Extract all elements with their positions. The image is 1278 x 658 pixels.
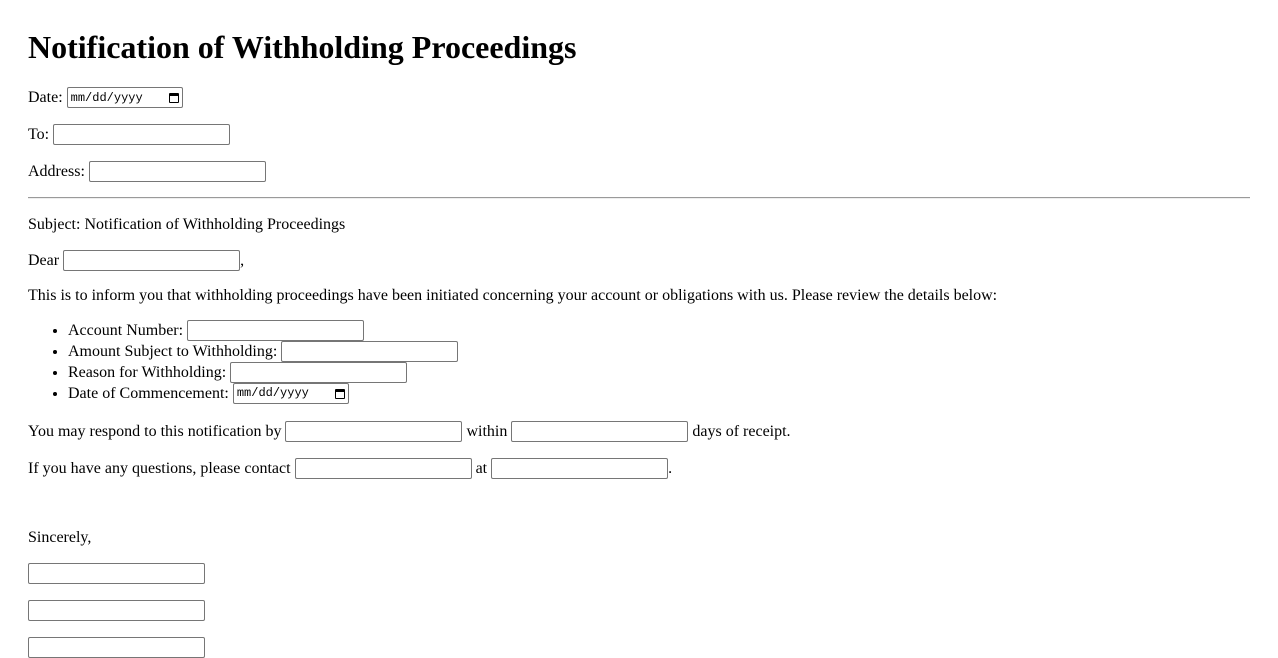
- to-row: [28, 124, 234, 145]
- subject-text: Subject: Notification of Withholding Proceedings: [28, 216, 346, 233]
- contact-period: .: [668, 459, 673, 477]
- contact-prefix: If you have any questions, please contact: [28, 459, 291, 477]
- recipient-name-input[interactable]: [63, 250, 240, 271]
- calendar-icon[interactable]: [335, 389, 345, 399]
- date-input[interactable]: [67, 87, 183, 108]
- calendar-icon[interactable]: [169, 93, 179, 103]
- response-prefix: You may respond to this notification by: [28, 422, 282, 440]
- response-within: within: [466, 422, 508, 440]
- to-input[interactable]: [53, 124, 230, 145]
- address-row: [28, 161, 270, 182]
- date-placeholder: mm/dd/yyyy: [70, 90, 143, 105]
- greeting-row: [28, 250, 244, 271]
- amount-label: • Amount Subject to Withholding:: [68, 343, 278, 360]
- account-number-label: • Account Number:: [68, 322, 184, 339]
- signature-title-input[interactable]: [28, 600, 205, 621]
- reason-input[interactable]: [230, 362, 407, 383]
- contact-name-input[interactable]: [295, 458, 472, 479]
- commencement-date-label: • Date of Commencement:: [68, 385, 229, 402]
- response-days-input[interactable]: [511, 421, 688, 442]
- commencement-date-input[interactable]: [233, 383, 349, 404]
- response-method-input[interactable]: [285, 421, 462, 442]
- signature-organization-input[interactable]: [28, 637, 205, 658]
- subject-line: [28, 215, 345, 235]
- list-item: [68, 362, 462, 383]
- response-suffix: days of receipt.: [692, 422, 791, 440]
- account-number-input[interactable]: [187, 320, 364, 341]
- intro-paragraph: [28, 286, 997, 306]
- to-label: To:: [28, 125, 50, 143]
- date-row: [28, 87, 187, 108]
- date-placeholder: mm/dd/yyyy: [236, 386, 309, 400]
- greeting-comma: ,: [240, 252, 245, 269]
- contact-at: at: [475, 459, 488, 477]
- divider: [28, 197, 1250, 199]
- reason-label: • Reason for Withholding:: [68, 364, 227, 381]
- details-list: [28, 320, 462, 404]
- list-item: [68, 320, 462, 341]
- amount-input[interactable]: [281, 341, 458, 362]
- dear-label: Dear: [28, 251, 60, 269]
- contact-info-input[interactable]: [491, 458, 668, 479]
- closing-row: [28, 528, 91, 548]
- intro-text: This is to inform you that withholding proceedings have been initiated concerning your account or obligations with us. Please review the details below:: [28, 287, 998, 304]
- contact-row: [28, 458, 672, 479]
- signature-name-input[interactable]: [28, 563, 205, 584]
- closing-text: Sincerely,: [28, 529, 92, 546]
- list-item: [68, 383, 462, 404]
- response-row: [28, 421, 791, 442]
- address-label: Address:: [28, 162, 85, 180]
- date-label: Date:: [28, 88, 63, 106]
- page-title: Notification of Withholding Proceedings: [28, 29, 577, 65]
- list-item: [68, 341, 462, 362]
- address-input[interactable]: [89, 161, 266, 182]
